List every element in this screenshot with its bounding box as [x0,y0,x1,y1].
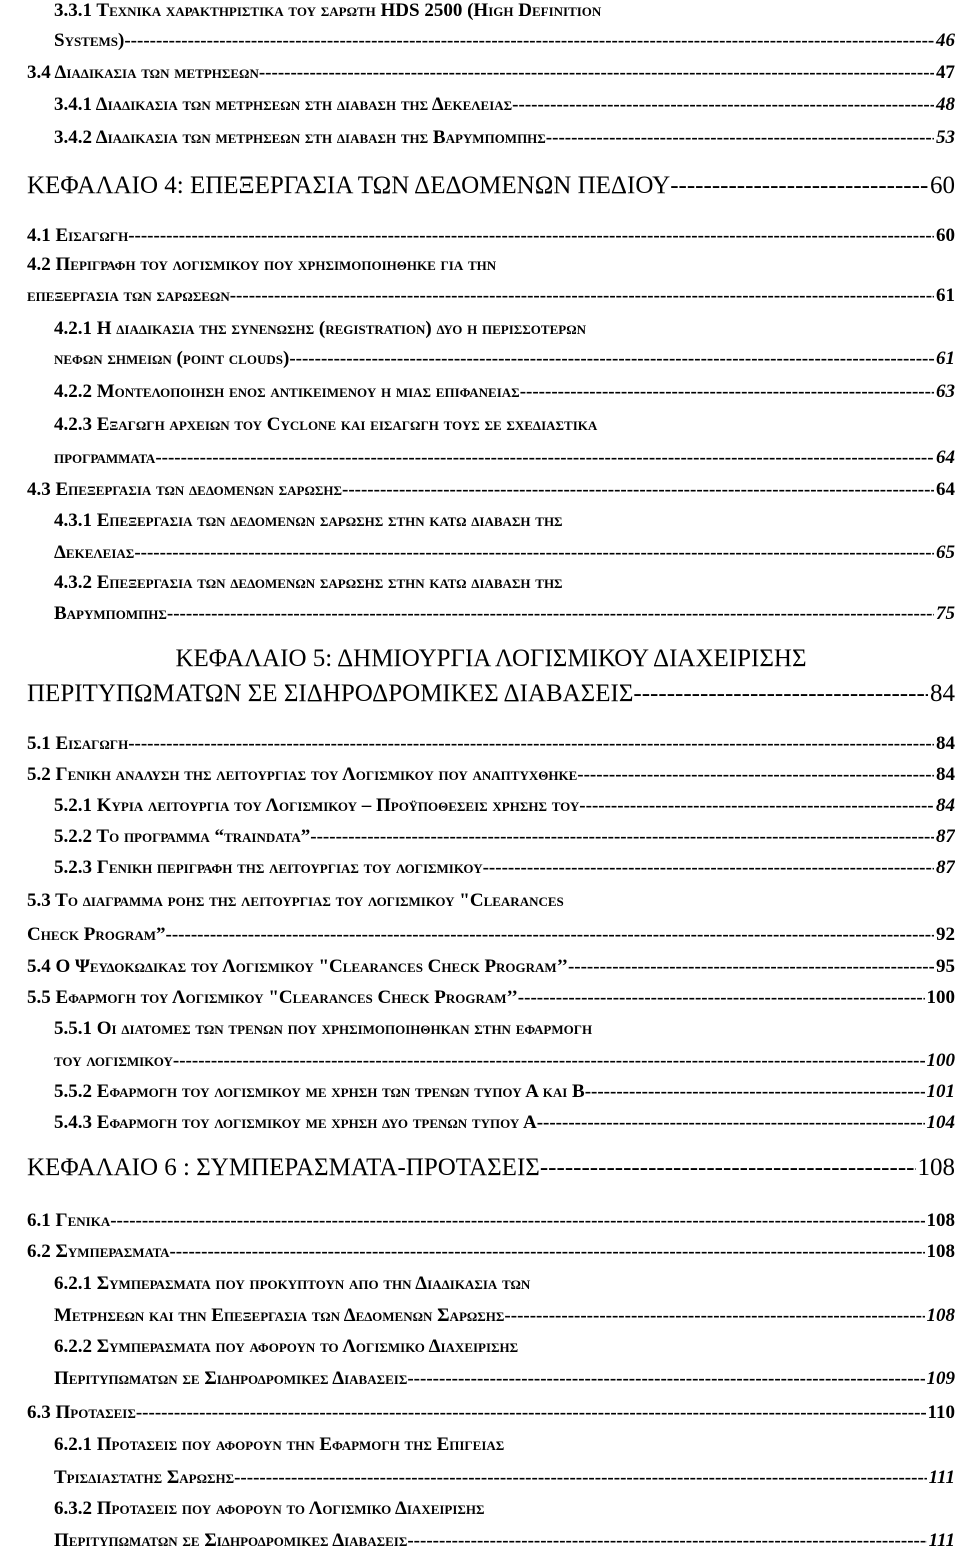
toc-page-number: 46 [936,30,955,51]
toc-entry-continued[interactable] [27,285,955,307]
toc-entry-title: 5.4 Ο Ψευδοκωδικας του Λογισμικου "Clearances Check Program’’ [27,956,568,977]
toc-page-number: 100 [926,1050,955,1071]
toc-entry[interactable] [27,381,955,403]
dot-leader [173,1050,925,1072]
toc-page-number: 95 [936,956,955,977]
toc-entry-title: 6.3.2 Προτασεις που αφορουν το Λογισμικο Διαχειρισης [54,1498,485,1519]
toc-page-number: 108 [926,1241,955,1262]
toc-page-number: 84 [936,733,955,754]
toc-entry-title: 6.2 Συμπερασματα [27,1241,170,1262]
toc-entry-title: 6.2.1 Προτασεις που αφορουν την Εφαρμογη της Επιγειας [54,1434,505,1455]
toc-entry-continued[interactable] [27,1305,955,1327]
toc-entry-title: 4.2 Περιγραφη του λογισμικου που χρησιμοποιηθηκε για την [27,254,497,275]
toc-entry-title: προγραμματα [54,447,156,468]
dot-leader [540,1154,916,1182]
dot-leader [342,479,934,501]
toc-entry-title: 3.4.2 Διαδικασια των μετρησεων στη διαβαση της Βαρυμπομπης [54,127,546,148]
dot-leader [155,447,934,469]
dot-leader [259,62,934,84]
dot-leader [310,826,934,848]
toc-page-number: 109 [926,1368,955,1389]
dot-leader [504,1305,924,1327]
toc-entry-title: 6.3 Προτασεις [27,1402,136,1423]
dot-leader [670,172,928,200]
toc-entry-title: 5.1 Εισαγωγη [27,733,129,754]
toc-entry[interactable] [27,510,955,532]
toc-page-number: 65 [936,542,955,563]
toc-entry-title: Τρισδιαστατης Σαρωσης [54,1467,235,1488]
toc-page-number: 104 [926,1112,955,1133]
dot-leader [128,225,934,247]
toc-page-number: 108 [917,1154,955,1181]
toc-page-number: 87 [936,826,955,847]
dot-leader [166,924,934,946]
toc-page-number: 108 [926,1305,955,1326]
toc-page-number: 60 [930,172,955,199]
toc-entry-title: του λογισμικου [54,1050,173,1071]
toc-entry[interactable] [27,479,955,501]
toc-entry-title: 5.2 Γενικη αναλυση της λειτουργιας του Λογισμικου που αναπτυχθηκε [27,764,578,785]
toc-page-number: 111 [928,1467,955,1488]
toc-page-number: 75 [936,603,955,624]
toc-entry-title: 5.5 Εφαρμογη του Λογισμικου "Clearances Check Program’’ [27,987,518,1008]
toc-entry[interactable] [27,1081,955,1103]
toc-page-number: 64 [936,447,955,468]
toc-entry[interactable] [27,94,955,116]
toc-entry[interactable] [27,1273,955,1295]
toc-entry-title: 5.2.3 Γενικη περιγραφη της λειτουργιας του λογισμικου [54,857,483,878]
toc-entry[interactable] [27,826,955,848]
dot-leader [518,987,925,1009]
toc-page-number: 48 [936,94,955,115]
toc-entry-title: 3.4 Διαδικασια των μετρησεων [27,62,259,83]
dot-leader [136,1402,926,1424]
toc-entry[interactable] [27,62,955,84]
toc-entry-title: 5.2.1 Κυρια λειτουργια του Λογισμικου – Προϋποθεσεις χρησης του [54,795,580,816]
toc-entry-title: ΠΕΡΙΤΥΠΩΜΑΤΩΝ ΣΕ ΣΙΔΗΡΟΔΡΟΜΙΚΕΣ ΔΙΑΒΑΣΕΙΣ [27,680,634,707]
toc-page-number: 61 [936,285,955,306]
dot-leader [110,1210,924,1232]
dot-leader [483,857,934,879]
toc-entry-title: 5.5.2 Εφαρμογη του λογισμικου με χρηση των τρενων τυπου Α και Β [54,1081,585,1102]
dot-leader [537,1112,925,1134]
toc-entry-title: Περιτυπωματων σε Σιδηροδρομικες Διαβασεις [54,1368,408,1389]
toc-page-number: 47 [936,62,955,83]
dot-leader [407,1368,924,1390]
toc-entry-title: 5.3 Το διαγραμμα ροης της λειτουργιας του λογισμικου "Clearances [27,890,564,911]
toc-entry-continued[interactable] [27,1467,955,1489]
toc-page-number: 108 [926,1210,955,1231]
chapter-heading-continued[interactable] [27,680,955,708]
dot-leader [568,956,934,978]
toc-entry[interactable] [27,0,955,22]
toc-entry-title: 5.5.1 Οι διατομες των τρενων που χρησιμοποιηθηκαν στην εφαρμογη [54,1018,593,1039]
toc-page-number: 60 [936,225,955,246]
toc-entry[interactable] [27,987,955,1009]
toc-entry[interactable] [27,1434,955,1456]
toc-entry-continued[interactable] [27,348,955,370]
toc-entry-title: 4.3.2 Επεξεργασια των δεδομενων σαρωσης στην κατω διαβαση της [54,572,563,593]
toc-entry-continued[interactable] [27,447,955,469]
toc-entry[interactable] [27,1210,955,1232]
toc-entry-title: επεξεργασια των σαρωσεων [27,285,230,306]
toc-entry-title: 4.3 Επεξεργασια των δεδομενων σαρωσης [27,479,342,500]
toc-page-number: 84 [936,764,955,785]
dot-leader [407,1530,926,1552]
toc-entry[interactable] [27,764,955,786]
dot-leader [230,285,934,307]
toc-entry[interactable] [27,225,955,247]
toc-entry[interactable] [27,1336,955,1358]
toc-page-number: 111 [928,1530,955,1551]
chapter-heading[interactable] [27,1154,955,1182]
toc-entry[interactable] [27,1241,955,1263]
toc-entry[interactable] [27,890,955,912]
toc-entry[interactable] [27,1498,955,1520]
dot-leader [579,795,934,817]
dot-leader [546,127,934,149]
toc-page-number: 84 [930,680,955,707]
dot-leader [585,1081,925,1103]
toc-entry[interactable] [27,414,955,436]
toc-entry-title: Check Program” [27,924,166,945]
toc-entry-title: Systems) [54,30,125,51]
toc-entry[interactable] [27,733,955,755]
toc-entry-title: 6.1 Γενικα [27,1210,111,1231]
toc-entry-title: 5.2.2 Το προγραμμα “traindata” [54,826,311,847]
toc-entry[interactable] [27,572,955,594]
toc-entry-continued[interactable] [27,924,955,946]
dot-leader [234,1467,926,1489]
toc-page-number: 61 [936,348,955,369]
toc-entry-title: 4.2.1 Η διαδικασια της συνενωσης (registration) δυο η περισσοτερων [54,318,586,339]
dot-leader [134,542,934,564]
toc-entry-continued[interactable] [27,1050,955,1072]
toc-entry-title: Δεκελειας [54,542,135,563]
toc-entry-continued[interactable] [27,1368,955,1390]
toc-entry-continued[interactable] [27,30,955,52]
toc-entry-title: Περιτυπωματων σε Σιδηροδρομικες Διαβασεις [54,1530,408,1551]
dot-leader [577,764,934,786]
dot-leader [169,1241,924,1263]
toc-page-number: 64 [936,479,955,500]
toc-entry[interactable] [27,1402,955,1424]
toc-entry[interactable] [27,857,955,879]
toc-entry-title: νεφων σημειων (point clouds) [54,348,290,369]
dot-leader [520,381,934,403]
toc-entry-title: ΚΕΦΑΛΑΙΟ 6 : ΣΥΜΠΕΡΑΣΜΑΤΑ-ΠΡΟΤΑΣΕΙΣ [27,1154,540,1181]
dot-leader [633,680,928,708]
toc-entry-title: 6.2.2 Συμπερασματα που αφορουν το Λογισμικο Διαχειρισης [54,1336,519,1357]
toc-page-number: 92 [936,924,955,945]
toc-page-number: 53 [936,127,955,148]
toc-entry[interactable] [27,956,955,978]
toc-entry-title: 3.4.1 Διαδικασια των μετρησεων στη διαβαση της Δεκελειας [54,94,513,115]
toc-entry-continued[interactable] [27,603,955,625]
dot-leader [124,30,934,52]
toc-entry-title: 3.3.1 Τεχνικα χαρακτηριστικα του σαρωτη HDS 2500 (High Definition [54,0,602,21]
toc-entry-title: 4.2.2 Μοντελοποιηση ενος αντικειμενου η μιας επιφανειας [54,381,520,402]
dot-leader [128,733,934,755]
toc-entry[interactable] [27,127,955,149]
toc-entry-continued[interactable] [27,542,955,564]
toc-entry[interactable] [27,1018,955,1040]
toc-entry[interactable] [27,1112,955,1134]
toc-entry-title: ΚΕΦΑΛΑΙΟ 4: ΕΠΕΞΕΡΓΑΣΙΑ ΤΩΝ ΔΕΔΟΜΕΝΩΝ ΠΕΔΙΟΥ [27,172,671,199]
toc-entry-title: 4.3.1 Επεξεργασια των δεδομενων σαρωσης στην κατω διαβαση της [54,510,563,531]
toc-entry-title: 5.4.3 Εφαρμογη του λογισμικου με χρηση δυο τρενων τυπου Α [54,1112,537,1133]
toc-entry-title: 4.1 Εισαγωγη [27,225,129,246]
dot-leader [512,94,934,116]
toc-page-number: 84 [936,795,955,816]
toc-entry[interactable] [27,254,955,276]
chapter-heading[interactable] [27,172,955,200]
toc-page-number: 110 [927,1402,955,1423]
toc-entry-title: Βαρυμπομπης [54,603,167,624]
toc-entry-title: 4.2.3 Εξαγωγη αρχειων του Cyclone και εισαγωγη τους σε σχεδιαστικα [54,414,598,435]
chapter-heading[interactable]: ΚΕΦΑΛΑΙΟ 5: ΔΗΜΙΟΥΡΓΙΑ ΛΟΓΙΣΜΙΚΟΥ ΔΙΑΧΕΙΡΙΣΗΣ [175,645,807,672]
toc-entry-continued[interactable] [27,1530,955,1552]
toc-entry-title: Μετρησεων και την Επεξεργασια των Δεδομενων Σαρωσης [54,1305,505,1326]
toc-page-number: 101 [926,1081,955,1102]
toc-page-number: 100 [926,987,955,1008]
toc-entry-title: 6.2.1 Συμπερασματα που προκυπτουν απο την Διαδικασια των [54,1273,531,1294]
toc-entry[interactable] [27,795,955,817]
toc-entry[interactable] [27,318,955,340]
dot-leader [167,603,934,625]
dot-leader [289,348,934,370]
toc-page-number: 63 [936,381,955,402]
toc-page-number: 87 [936,857,955,878]
